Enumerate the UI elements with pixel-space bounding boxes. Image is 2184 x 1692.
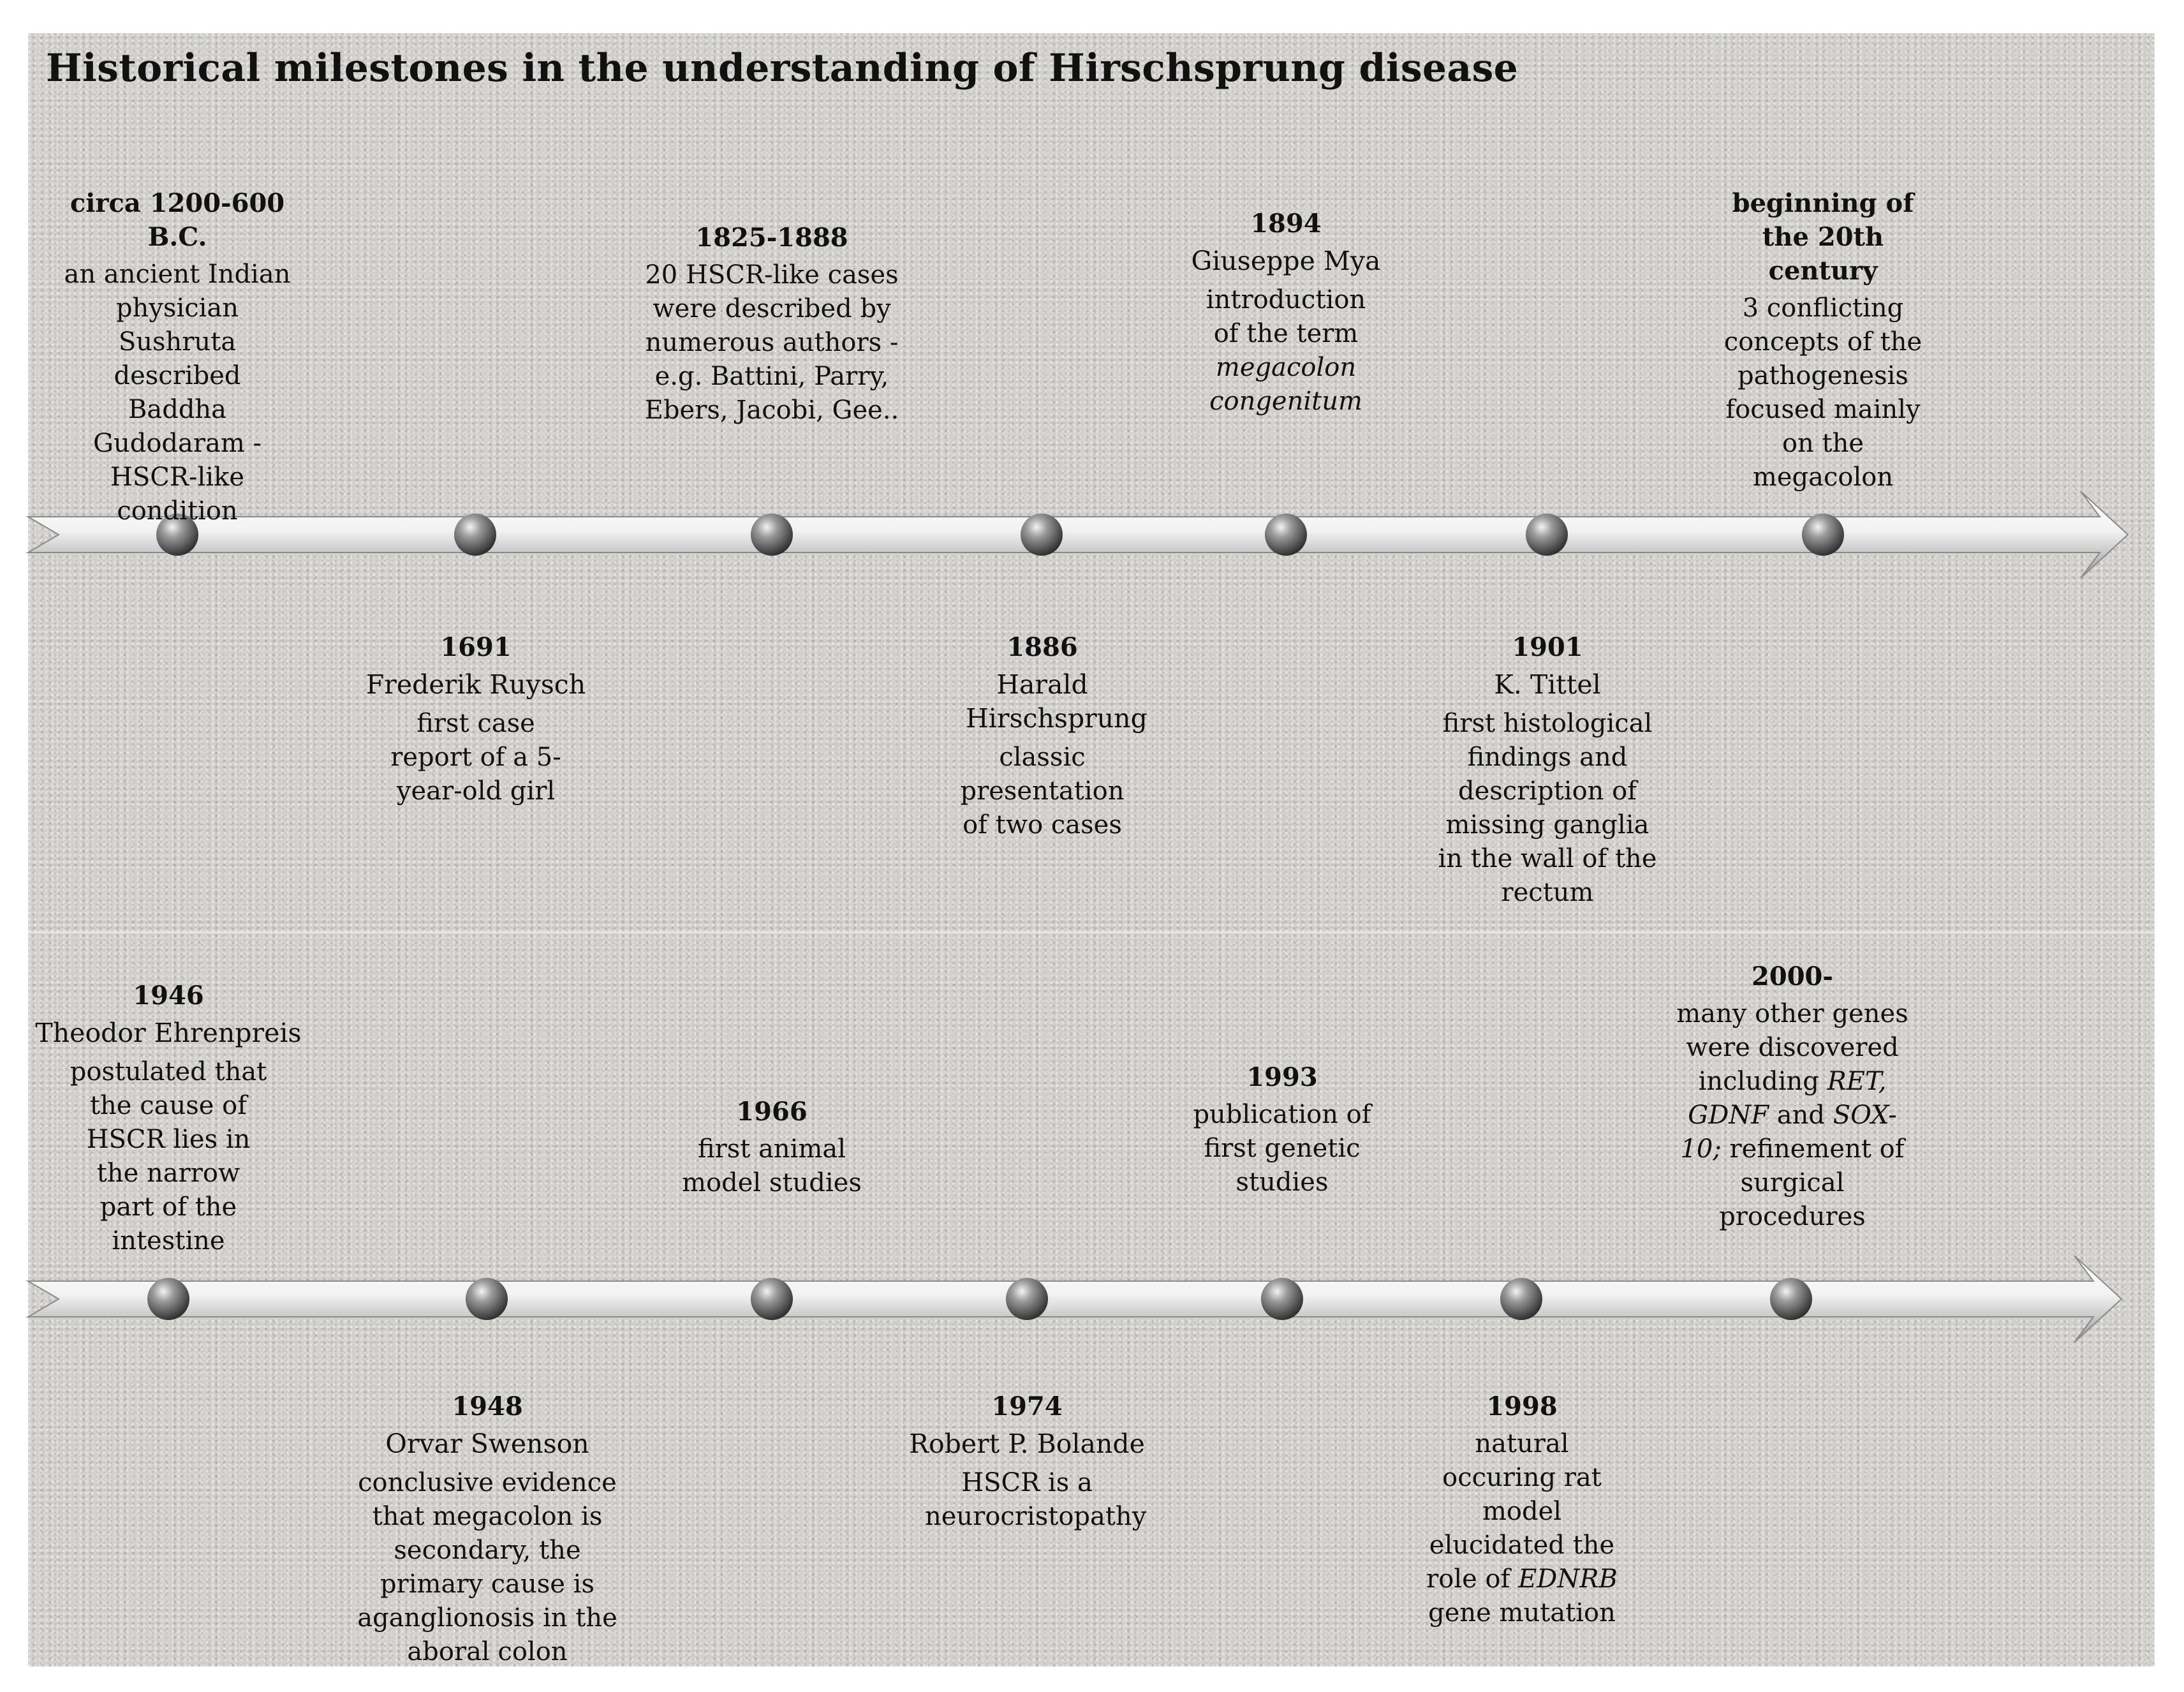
event-description xyxy=(1382,1427,1662,1630)
event-year: 1948 xyxy=(452,1391,523,1421)
event-1998 xyxy=(1382,1390,1662,1630)
event-1946 xyxy=(28,979,309,1258)
event-description: 3 conflicting concepts of the pathogenesis focused mainly on the megacolon xyxy=(1723,293,1922,492)
event-description-text: natural occuring rat model elucidated the role of xyxy=(1426,1429,1615,1594)
gene-name-italic: EDNRB xyxy=(1518,1564,1618,1594)
timeline-marker xyxy=(751,1278,793,1320)
event-description xyxy=(1652,997,1933,1234)
event-year: 1825-1888 xyxy=(695,223,848,253)
event-year: 1886 xyxy=(1007,632,1078,662)
event-person: Theodor Ehrenpreis xyxy=(35,1018,302,1048)
event-description: first case report of a 5-year-old girl xyxy=(390,709,561,806)
event-description-text: many other genes were discovered including xyxy=(1676,999,1908,1096)
event-person: K. Tittel xyxy=(1494,669,1601,700)
event-person: Harald Hirschsprung xyxy=(966,669,1147,734)
gene-name-italic: SOX-10; xyxy=(1680,1101,1897,1164)
event-description: classic presentation of two cases xyxy=(960,743,1125,840)
timeline-arrow-2 xyxy=(0,1235,2184,1363)
event-person: Giuseppe Mya xyxy=(1191,246,1381,276)
event-year: 1946 xyxy=(133,981,204,1011)
event-20th-century xyxy=(1683,186,1963,494)
gene-names-italic: RET, GDNF xyxy=(1688,1067,1887,1130)
event-sushruta xyxy=(37,186,318,528)
event-year: 1966 xyxy=(736,1097,808,1127)
event-person: Robert P. Bolande xyxy=(909,1429,1145,1459)
event-term-italic: megacolon congenitum xyxy=(1209,353,1362,416)
event-year: 1901 xyxy=(1512,632,1583,662)
event-description: first animal model studies xyxy=(682,1134,862,1198)
event-1993 xyxy=(1142,1060,1422,1199)
event-description: an ancient Indian physician Sushruta described Baddha Gudodaram - HSCR-like condition xyxy=(64,260,291,526)
timeline-marker xyxy=(466,1278,508,1320)
event-1886 xyxy=(902,630,1183,842)
event-1966 xyxy=(631,1095,912,1200)
timeline-marker xyxy=(454,514,496,556)
timeline-marker xyxy=(1021,514,1063,556)
timeline-marker xyxy=(1261,1278,1303,1320)
event-year: 1691 xyxy=(440,632,512,662)
event-description: 20 HSCR-like cases were described by numerous authors - e.g. Battini, Parry, Ebers, Jacobi, Gee.. xyxy=(644,260,899,425)
event-year: circa 1200-600 B.C. xyxy=(70,188,285,252)
event-year: 1974 xyxy=(991,1391,1063,1421)
event-1948 xyxy=(347,1390,628,1669)
event-year: 2000- xyxy=(1752,961,1833,991)
event-year: 1894 xyxy=(1250,209,1322,239)
event-description-text: gene mutation xyxy=(1428,1598,1616,1628)
event-year: beginning of the 20th century xyxy=(1732,188,1914,286)
event-person: Orvar Swenson xyxy=(385,1429,589,1459)
page-title: Historical milestones in the understanding of Hirschsprung disease xyxy=(46,46,1519,91)
event-description xyxy=(1146,283,1426,419)
event-1894 xyxy=(1146,207,1426,419)
event-1974 xyxy=(887,1390,1167,1534)
timeline-marker xyxy=(1802,514,1844,556)
event-description: conclusive evidence that megacolon is secondary, the primary cause is aganglionosis in the aboral colon xyxy=(357,1468,617,1666)
event-description: publication of first genetic studies xyxy=(1193,1100,1371,1197)
event-1691 xyxy=(336,630,616,808)
event-year: 1998 xyxy=(1486,1391,1558,1421)
event-description: postulated that the cause of HSCR lies in the narrow part of the intestine xyxy=(70,1057,267,1256)
timeline-marker xyxy=(1006,1278,1048,1320)
event-person: Frederik Ruysch xyxy=(365,669,586,700)
timeline-marker xyxy=(147,1278,189,1320)
section-divider xyxy=(28,931,2155,933)
timeline-marker xyxy=(1265,514,1307,556)
timeline-marker xyxy=(1500,1278,1542,1320)
event-description-text: introduction of the term xyxy=(1206,285,1366,348)
event-description-text: and xyxy=(1769,1101,1833,1130)
event-description: HSCR is a neurocristopathy xyxy=(925,1468,1147,1531)
event-description: first histological findings and description of missing ganglia in the wall of the rectum xyxy=(1438,709,1657,907)
timeline-marker xyxy=(751,514,793,556)
timeline-marker xyxy=(1526,514,1568,556)
timeline-marker xyxy=(1770,1278,1812,1320)
event-description-text: refinement of surgical procedures xyxy=(1719,1134,1905,1231)
event-1825-1888 xyxy=(631,221,912,427)
event-1901 xyxy=(1407,630,1688,910)
event-2000 xyxy=(1652,960,1933,1234)
event-year: 1993 xyxy=(1246,1062,1318,1092)
